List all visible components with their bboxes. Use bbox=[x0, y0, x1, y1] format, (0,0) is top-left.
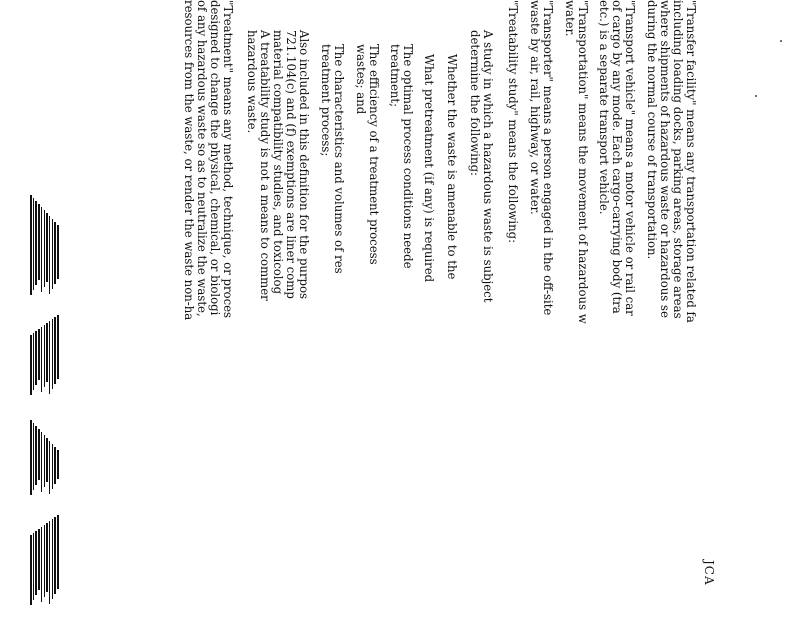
text-line: where shipments of hazardous waste or hazardous se bbox=[658, 0, 672, 318]
scan-artifact bbox=[30, 195, 60, 295]
scan-artifact bbox=[30, 515, 60, 605]
scan-stripe bbox=[44, 210, 46, 287]
text-line: The characteristics and volumes of res bbox=[332, 44, 346, 274]
scan-stripe bbox=[30, 535, 32, 605]
text-line: Whether the waste is amenable to the bbox=[445, 54, 459, 280]
text-line: "Transporter" means a person engaged in the off-site bbox=[541, 0, 555, 316]
scan-stripe bbox=[52, 319, 54, 389]
scan-stripe bbox=[41, 527, 43, 602]
scan-artifact bbox=[30, 315, 60, 395]
text-line: A study in which a hazardous waste is subject bbox=[481, 30, 495, 303]
text-line: treatment; bbox=[388, 44, 402, 108]
scan-stripe bbox=[57, 225, 59, 279]
text-line: treatment process; bbox=[319, 44, 333, 157]
speck bbox=[780, 40, 782, 42]
scan-stripe bbox=[46, 523, 48, 592]
text-line: during the normal course of transportation. bbox=[645, 0, 659, 260]
scan-stripe bbox=[33, 333, 35, 390]
scan-stripe bbox=[38, 429, 40, 480]
page-header: JCA bbox=[702, 560, 716, 586]
text-line: of cargo by any mode. Each cargo-carrying body (tra bbox=[610, 0, 624, 314]
scan-artifact bbox=[30, 420, 60, 495]
scan-stripe bbox=[49, 441, 51, 494]
text-line: The optimal process conditions neede bbox=[401, 44, 415, 269]
scan-stripe bbox=[30, 335, 32, 395]
text-line: "Transfer facility" means any transportation related fa bbox=[684, 0, 698, 323]
scan-stripe bbox=[49, 216, 51, 294]
scan-stripe bbox=[33, 423, 35, 490]
scan-stripe bbox=[46, 438, 48, 482]
scan-stripe bbox=[46, 323, 48, 382]
text-line: determine the following: bbox=[468, 30, 482, 176]
scan-stripe bbox=[35, 426, 37, 485]
text-line: including loading docks, parking areas, storage areas bbox=[671, 0, 685, 319]
scan-stripe bbox=[44, 525, 46, 597]
text-line: What pretreatment (if any) is required bbox=[422, 54, 436, 283]
scan-stripe bbox=[54, 222, 56, 284]
text-line: designed to change the physical, chemical, or biologi bbox=[208, 0, 222, 316]
scan-stripe bbox=[54, 447, 56, 484]
text-line: "Transportation" means the movement of hazardous w bbox=[576, 0, 590, 324]
text-line: of any hazardous waste so as to neutralize the waste, bbox=[195, 0, 209, 317]
text-line: 721.104(c) and (f) exemptions are liner comp bbox=[284, 30, 298, 299]
speck bbox=[755, 95, 757, 97]
scan-stripe bbox=[33, 533, 35, 600]
text-line: Also included in this definition for the purpos bbox=[297, 30, 311, 300]
scan-stripe bbox=[38, 329, 40, 380]
text-line: etc.) is a separate transport vehicle. bbox=[597, 0, 611, 215]
scan-stripe bbox=[35, 201, 37, 285]
scan-stripe bbox=[30, 195, 32, 295]
scan-stripe bbox=[41, 207, 43, 292]
text-line: The efficiency of a treatment process bbox=[367, 44, 381, 265]
scan-stripe bbox=[41, 327, 43, 392]
scan-stripe bbox=[44, 435, 46, 487]
text-line: "Transport vehicle" means a motor vehicle or rail car bbox=[623, 0, 637, 316]
scan-stripe bbox=[57, 315, 59, 379]
scan-stripe bbox=[52, 519, 54, 599]
text-line: "Treatability study" means the following: bbox=[506, 0, 520, 244]
scan-stripe bbox=[44, 325, 46, 387]
text-line: material compatibility studies, and toxicolog bbox=[271, 30, 285, 295]
scan-stripe bbox=[49, 521, 51, 604]
text-line: waste by air, rail, highway, or water. bbox=[528, 0, 542, 215]
scan-stripe bbox=[52, 219, 54, 289]
scan-stripe bbox=[41, 432, 43, 492]
text-line: hazardous waste. bbox=[245, 30, 259, 134]
scan-stripe bbox=[35, 531, 37, 595]
scan-stripe bbox=[54, 317, 56, 384]
scan-stripe bbox=[33, 198, 35, 290]
text-line: water. bbox=[563, 0, 577, 37]
text-line: resources from the waste, or render the waste non-ha bbox=[182, 0, 196, 321]
scan-stripe bbox=[49, 321, 51, 394]
text-line: A treatability study is not a means to commer bbox=[258, 30, 272, 301]
scan-stripe bbox=[46, 213, 48, 282]
text-line: "Treatment" means any method, technique, or proces bbox=[221, 0, 235, 319]
scan-stripe bbox=[52, 444, 54, 489]
scan-stripe bbox=[35, 331, 37, 385]
scan-stripe bbox=[30, 420, 32, 495]
scan-stripe bbox=[38, 204, 40, 280]
text-line: wastes; and bbox=[354, 44, 368, 115]
scan-stripe bbox=[38, 529, 40, 590]
scan-stripe bbox=[57, 515, 59, 589]
scan-stripe bbox=[54, 517, 56, 594]
scan-stripe bbox=[57, 450, 59, 479]
rotated-document bbox=[170, 0, 800, 618]
